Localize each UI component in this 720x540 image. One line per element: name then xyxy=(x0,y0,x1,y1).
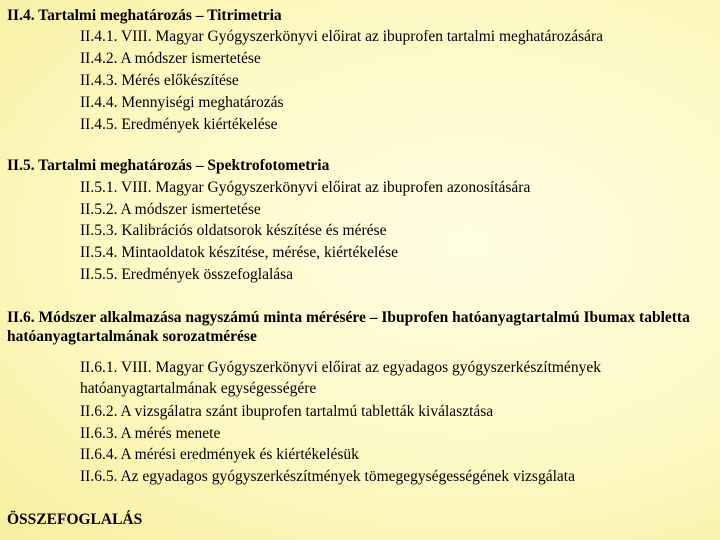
list-item: II.6.4. A mérési eredmények és kiértékelésük xyxy=(80,446,359,463)
list-item: II.6.5. Az egyadagos gyógyszerkészítmények tömegegységességének vizsgálata xyxy=(80,468,575,485)
list-item: II.6.2. A vizsgálatra szánt ibuprofen tartalmú tabletták kiválasztása xyxy=(80,403,494,420)
list-item: II.5.5. Eredmények összefoglalása xyxy=(80,266,294,283)
list-item: II.4.3. Mérés előkészítése xyxy=(80,72,239,89)
list-item: II.4.4. Mennyiségi meghatározás xyxy=(80,94,284,111)
list-item: II.5.1. VIII. Magyar Gyógyszerkönyvi előirat az ibuprofen azonosítására xyxy=(80,179,531,196)
section-heading-ii5: II.5. Tartalmi meghatározás – Spektrofotometria xyxy=(7,157,330,174)
list-item: II.4.1. VIII. Magyar Gyógyszerkönyvi előirat az ibuprofen tartalmi meghatározására xyxy=(80,28,604,45)
section-heading-ii6: II.6. Módszer alkalmazása nagyszámú minta mérésére – Ibuprofen hatóanyagtartalmú Ibumax tabletta hatóanyagtartalmának sorozatmérése xyxy=(7,309,690,345)
list-item: II.6.1. VIII. Magyar Gyógyszerkönyvi előirat az egyadagos gyógyszerkészítmények hatóanyagtartalmának egységességére xyxy=(80,359,601,397)
list-item: II.5.4. Mintaoldatok készítése, mérése, kiértékelése xyxy=(80,244,399,261)
list-item: II.6.3. A mérés menete xyxy=(80,425,221,442)
summary-heading: ÖSSZEFOGLALÁS xyxy=(7,511,143,528)
list-item: II.4.2. A módszer ismertetése xyxy=(80,50,261,67)
section-heading-ii4: II.4. Tartalmi meghatározás – Titrimetria xyxy=(7,7,282,24)
list-item: II.5.3. Kalibrációs oldatsorok készítése és mérése xyxy=(80,222,387,239)
list-item: II.4.5. Eredmények kiértékelése xyxy=(80,116,278,133)
list-item: II.5.2. A módszer ismertetése xyxy=(80,201,261,218)
